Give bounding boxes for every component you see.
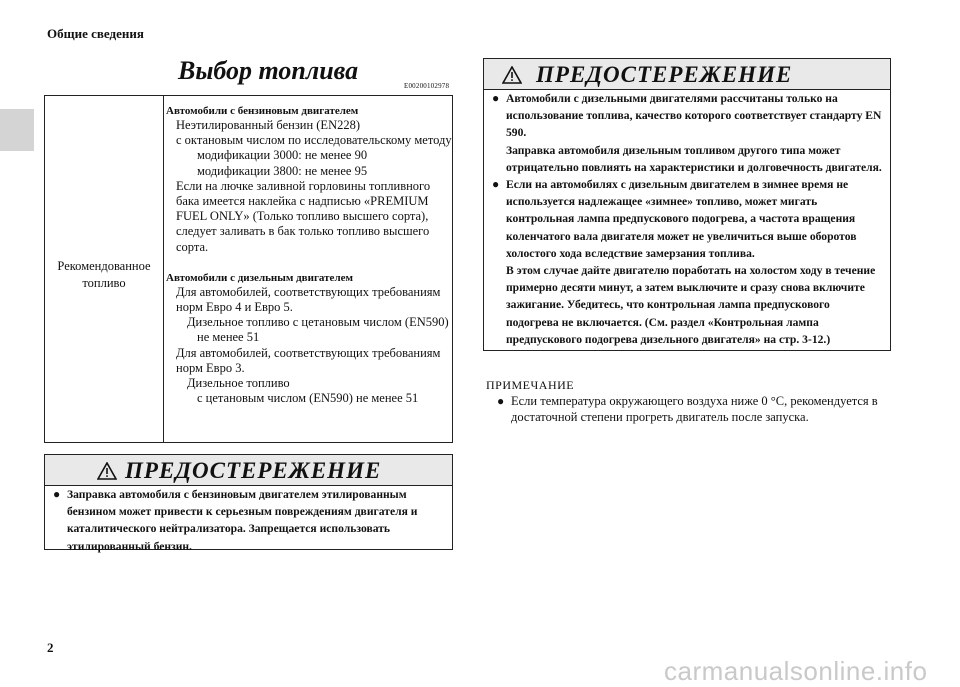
- watermark: carmanualsonline.info: [664, 656, 928, 686]
- diesel-fuel: Дизельное топливо: [187, 376, 290, 391]
- diesel-euro3: Для автомобилей, соответствующих требованиям норм Евро 3.: [176, 345, 441, 375]
- diesel-other-fuel-text: Заправка автомобиля дизельным топливом другого типа может отрицательно повлиять на характеристики и долговечность двигателя.: [506, 143, 882, 174]
- diesel-standard-text: Автомобили с дизельными двигателями рассчитаны только на использование топлива, качество которого соответствует стандарту EN 590.: [506, 92, 882, 140]
- document-code: E00200102978: [404, 82, 450, 90]
- warning-title: ПРЕДОСТЕРЕЖЕНИЕ: [536, 62, 793, 87]
- petrol-mod-3000: модификации 3000: не менее 90: [197, 148, 368, 163]
- note-title: ПРИМЕЧАНИЕ: [486, 378, 575, 392]
- fuel-recommendation-table: [44, 95, 453, 443]
- warning-header: [484, 59, 890, 90]
- diesel-winter-text: Если на автомобилях с дизельным двигателем в зимнее время не используется надлежащее «зимнее» топливо, может мигать контрольная лампа предпускового подогрева, а частота вращения коленчатого вала двигателя может не увеличиться выше оборотов холостого хода вследствие замерзания топлива.: [506, 178, 857, 260]
- warning-triangle-icon: [502, 66, 522, 84]
- warning-text: [506, 90, 882, 176]
- warning-box-petrol: [44, 454, 453, 553]
- warning-bullet: [492, 176, 882, 348]
- petrol-unleaded: Неэтилированный бензин (EN228): [176, 118, 361, 132]
- petrol-premium-note: Если на лючке заливной горловины топливного бака имеется наклейка с надписью «PREMIUM FUEL ONLY» (Только топливо высшего сорта), следует заливать в бак только топливо высшего сорта.: [176, 178, 431, 254]
- warning-text: [506, 176, 882, 348]
- page-title: Выбор топлива: [178, 56, 359, 85]
- running-header: Общие сведения: [47, 26, 144, 41]
- diesel-min: не менее 51: [197, 330, 260, 345]
- note-bullet: [497, 393, 897, 425]
- warning-bullet: [53, 486, 444, 555]
- table-row-label: Рекомендованное топливо: [57, 259, 151, 290]
- note-text: Если температура окружающего воздуха ниже 0 °С, рекомендуется в достаточной степени прогреть двигатель после запуска.: [511, 394, 878, 424]
- note-body: [497, 393, 897, 425]
- table-column-divider: [163, 96, 164, 442]
- diesel-heading: Автомобили с дизельным двигателем: [166, 271, 353, 284]
- diesel-winter-action-text: В этом случае дайте двигателю поработать на холостом ходу в течение примерно десяти минут, а затем выключите и сразу снова включите зажигание. Убедитесь, что контрольная лампа предпускового подогрева не включается. (См. раздел «Контрольная лампа предпускового подогрева дизельного двигателя» на стр. 3-12.): [506, 264, 876, 346]
- warning-box-diesel: [483, 58, 891, 351]
- warning-body: [492, 90, 882, 348]
- page-number: 2: [47, 640, 54, 655]
- warning-text: Заправка автомобиля с бензиновым двигателем этилированным бензином может привести к серьезным повреждениям двигателя и каталитического нейтрализатора. Запрещается использовать этилированный бензин.: [67, 488, 418, 553]
- warning-bullet: [492, 90, 882, 176]
- petrol-mod-3800: модификации 3800: не менее 95: [197, 163, 368, 178]
- bullet-marker: ●: [497, 394, 505, 408]
- diesel-cetane-euro3: с цетановым числом (EN590) не менее 51: [197, 391, 419, 406]
- petrol-heading: Автомобили с бензиновым двигателем: [166, 105, 359, 117]
- bullet-marker: ●: [492, 177, 500, 192]
- warning-title: ПРЕДОСТЕРЕЖЕНИЕ: [125, 458, 382, 483]
- section-tab-marker: [0, 109, 34, 151]
- warning-triangle-icon: [97, 462, 117, 480]
- table-content-cell: [166, 104, 452, 406]
- diesel-euro45: Для автомобилей, соответствующих требованиям норм Евро 4 и Евро 5.: [176, 284, 441, 315]
- bullet-marker: ●: [53, 487, 61, 501]
- warning-body: [53, 486, 444, 555]
- bullet-marker: ●: [492, 91, 500, 105]
- petrol-octane-method: с октановым числом по исследовательскому методу: [176, 133, 452, 148]
- diesel-cetane: Дизельное топливо с цетановым числом (EN590): [187, 315, 449, 330]
- warning-header: [45, 455, 452, 486]
